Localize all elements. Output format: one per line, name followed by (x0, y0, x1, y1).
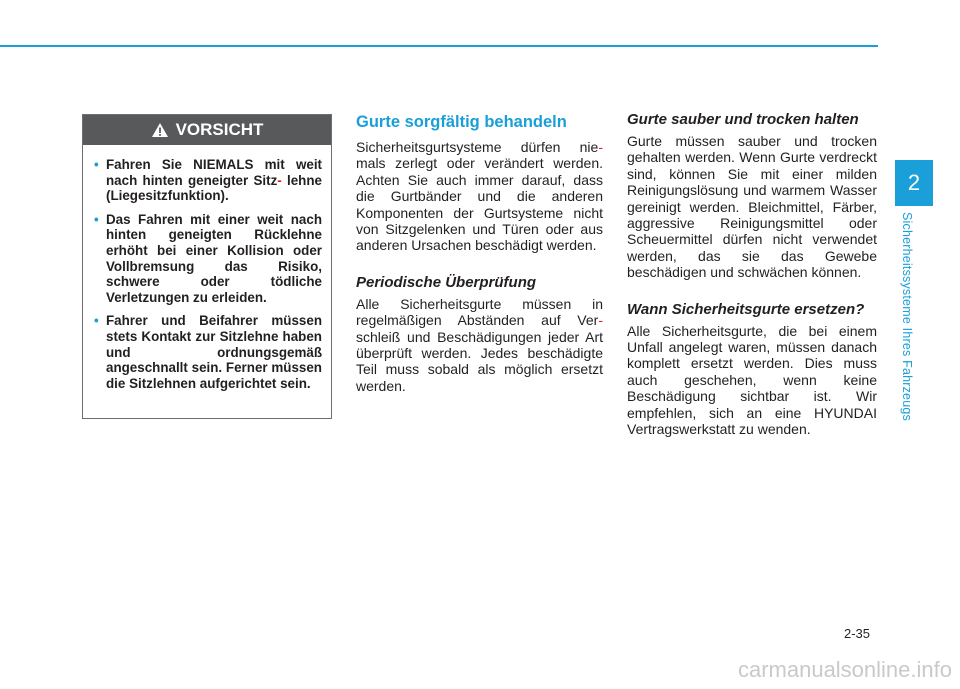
chapter-title: Sicherheitssysteme Ihres Fahrzeugs (900, 212, 914, 421)
watermark: carmanualsonline.info (737, 657, 952, 682)
page-number: 2-35 (844, 626, 871, 641)
caution-box (82, 114, 332, 419)
subheading: Periodische Überprüfung (356, 273, 537, 291)
warning-triangle-icon (151, 122, 169, 138)
paragraph: Sicherheitsgurtsysteme dürfen nie- mals zerlegt oder verändert werden. Achten Sie auch immer darauf, dass die Gurtbänder und die anderen Komponenten der Gurtsysteme nicht von Sitzgelenken und Türen oder aus anderen Ursachen beschädigt werden. (356, 139, 603, 254)
subheading: Wann Sicherheitsgurte ersetzen? (627, 300, 865, 318)
middle-column (356, 113, 603, 394)
caution-item: • Fahrer und Beifahrer müssen stets Kontakt zur Sitzlehne haben und ordnungsgemäß angeschnallt sein. Ferner müssen die Sitzlehnen aufgerichtet sein. (94, 313, 322, 391)
paragraph: Alle Sicherheitsgurte, die bei einem Unfall angelegt waren, müssen danach komplett ersetzt werden. Dies muss auch geschehen, wenn keine Beschädigung sichtbar ist. Wir empfehlen, sich an eine HYUNDAI Vertragswerkstatt zu wenden. (627, 322, 877, 438)
caution-title: VORSICHT (175, 120, 264, 139)
section-heading: Gurte sorgfältig behandeln (356, 113, 567, 131)
chapter-number: 2 (895, 160, 933, 206)
right-column (627, 111, 877, 438)
paragraph: Alle Sicherheitsgurte müssen in regelmäßigen Abständen auf Ver- schleiß und Beschädigungen jeder Art überprüft werden. Jedes beschädigte Teil muss sobald als möglich ersetzt werden. (356, 295, 603, 394)
caution-header (83, 115, 331, 145)
subheading: Gurte sauber und trocken halten (627, 111, 859, 128)
caution-list (83, 145, 331, 391)
caution-item: • Das Fahren mit einer weit nach hinten geneigten Rücklehne erhöht bei einer Kollision oder Vollbremsung das Risiko, schwere oder tödliche Verletzungen zu erleiden. (94, 212, 322, 306)
top-rule (0, 45, 878, 47)
caution-item: • Fahren Sie NIEMALS mit weit nach hinten geneigter Sitz- lehne (Liegesitzfunktion). (94, 157, 322, 204)
paragraph: Gurte müssen sauber und trocken gehalten werden. Wenn Gurte verdreckt sind, können Sie mit einer milden Reinigungslösung und warmem Wasser gereinigt werden. Bleichmittel, Färber, aggressive Reinigungsmittel oder Scheuermittel dürfen nicht verwendet werden, das sie das Gewebe beschädigen und schwächen können. (627, 133, 877, 281)
